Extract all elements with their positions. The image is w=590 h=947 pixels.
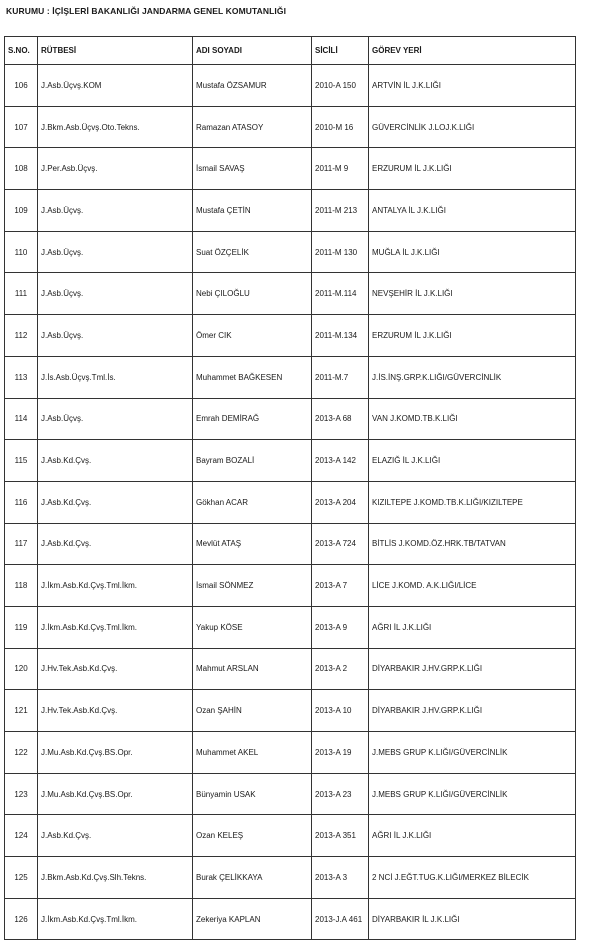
cell-name: Mustafa ÇETİN (193, 190, 312, 232)
cell-name: Bünyamin USAK (193, 773, 312, 815)
cell-sno: 114 (5, 398, 38, 440)
cell-name: Ramazan ATASOY (193, 106, 312, 148)
table-row (5, 315, 576, 357)
header-name: ADI SOYADI (193, 37, 312, 65)
cell-rank: J.İkm.Asb.Kd.Çvş.Tml.İkm. (38, 565, 193, 607)
header-registry: SİCİLİ (312, 37, 369, 65)
table-row (5, 815, 576, 857)
cell-rank: J.Asb.Üçvş. (38, 190, 193, 232)
cell-registry: 2013-A 10 (312, 690, 369, 732)
cell-registry: 2013-A 351 (312, 815, 369, 857)
cell-registry: 2013-A 9 (312, 606, 369, 648)
cell-registry: 2011-M 9 (312, 148, 369, 190)
cell-sno: 113 (5, 356, 38, 398)
cell-registry: 2013-A 724 (312, 523, 369, 565)
cell-sno: 108 (5, 148, 38, 190)
cell-sno: 124 (5, 815, 38, 857)
cell-registry: 2010-A 150 (312, 65, 369, 107)
cell-duty-station: J.MEBS GRUP K.LIĞI/GÜVERCİNLİK (369, 773, 576, 815)
cell-duty-station: AĞRI İL J.K.LIĞI (369, 606, 576, 648)
cell-sno: 123 (5, 773, 38, 815)
table-row (5, 65, 576, 107)
cell-sno: 117 (5, 523, 38, 565)
table-row (5, 356, 576, 398)
cell-registry: 2010-M 16 (312, 106, 369, 148)
cell-rank: J.Bkm.Asb.Kd.Çvş.Slh.Tekns. (38, 857, 193, 899)
cell-duty-station: BİTLİS J.KOMD.ÖZ.HRK.TB/TATVAN (369, 523, 576, 565)
cell-sno: 109 (5, 190, 38, 232)
table-row (5, 648, 576, 690)
cell-rank: J.Asb.Kd.Çvş. (38, 523, 193, 565)
cell-duty-station: AĞRI İL J.K.LIĞI (369, 815, 576, 857)
cell-duty-station: DİYARBAKIR J.HV.GRP.K.LIĞI (369, 648, 576, 690)
cell-name: Mevlüt ATAŞ (193, 523, 312, 565)
cell-rank: J.Asb.Kd.Çvş. (38, 815, 193, 857)
cell-rank: J.Mu.Asb.Kd.Çvş.BS.Opr. (38, 773, 193, 815)
cell-rank: J.Asb.Üçvş.KOM (38, 65, 193, 107)
cell-sno: 111 (5, 273, 38, 315)
table-row (5, 898, 576, 940)
cell-duty-station: NEVŞEHİR İL J.K.LIĞI (369, 273, 576, 315)
table-row (5, 857, 576, 899)
table-row (5, 523, 576, 565)
cell-name: Nebi ÇILOĞLU (193, 273, 312, 315)
cell-rank: J.İkm.Asb.Kd.Çvş.Tml.İkm. (38, 606, 193, 648)
cell-rank: J.Per.Asb.Üçvş. (38, 148, 193, 190)
cell-registry: 2013-A 204 (312, 481, 369, 523)
cell-registry: 2013-A 142 (312, 440, 369, 482)
cell-registry: 2013-A 68 (312, 398, 369, 440)
cell-name: Mustafa ÖZSAMUR (193, 65, 312, 107)
cell-name: Ömer CIK (193, 315, 312, 357)
cell-sno: 126 (5, 898, 38, 940)
cell-name: Suat ÖZÇELİK (193, 231, 312, 273)
table-row (5, 440, 576, 482)
cell-duty-station: J.İS.İNŞ.GRP.K.LIĞI/GÜVERCİNLİK (369, 356, 576, 398)
cell-duty-station: DİYARBAKIR J.HV.GRP.K.LIĞI (369, 690, 576, 732)
cell-name: Yakup KÖSE (193, 606, 312, 648)
table-row (5, 481, 576, 523)
cell-rank: J.İs.Asb.Üçvş.Tml.İs. (38, 356, 193, 398)
table-row (5, 565, 576, 607)
personnel-table (4, 36, 576, 940)
cell-registry: 2011-M 213 (312, 190, 369, 232)
cell-duty-station: J.MEBS GRUP K.LIĞI/GÜVERCİNLİK (369, 732, 576, 774)
cell-name: Mahmut ARSLAN (193, 648, 312, 690)
cell-sno: 107 (5, 106, 38, 148)
cell-name: Emrah DEMİRAĞ (193, 398, 312, 440)
cell-duty-station: 2 NCİ J.EĞT.TUG.K.LIĞI/MERKEZ BİLECİK (369, 857, 576, 899)
cell-rank: J.Asb.Üçvş. (38, 315, 193, 357)
cell-rank: J.Hv.Tek.Asb.Kd.Çvş. (38, 648, 193, 690)
cell-sno: 106 (5, 65, 38, 107)
document-header: KURUMU : İÇİŞLERİ BAKANLIĞI JANDARMA GENEL KOMUTANLIĞI (6, 6, 287, 16)
table-header-row (5, 37, 576, 65)
table-row (5, 273, 576, 315)
cell-sno: 121 (5, 690, 38, 732)
cell-sno: 119 (5, 606, 38, 648)
table-row (5, 231, 576, 273)
cell-name: Ozan KELEŞ (193, 815, 312, 857)
cell-registry: 2013-A 3 (312, 857, 369, 899)
cell-duty-station: ANTALYA İL J.K.LIĞI (369, 190, 576, 232)
cell-registry: 2013-A 7 (312, 565, 369, 607)
table-row (5, 690, 576, 732)
cell-rank: J.Hv.Tek.Asb.Kd.Çvş. (38, 690, 193, 732)
cell-rank: J.Asb.Üçvş. (38, 398, 193, 440)
cell-duty-station: MUĞLA İL J.K.LIĞI (369, 231, 576, 273)
cell-name: İsmail SAVAŞ (193, 148, 312, 190)
cell-registry: 2013-A 19 (312, 732, 369, 774)
table-body (5, 65, 576, 940)
cell-registry: 2011-M.7 (312, 356, 369, 398)
cell-registry: 2011-M 130 (312, 231, 369, 273)
table-row (5, 398, 576, 440)
table-row (5, 773, 576, 815)
cell-sno: 120 (5, 648, 38, 690)
cell-registry: 2013-J.A 461 (312, 898, 369, 940)
cell-duty-station: VAN J.KOMD.TB.K.LIĞI (369, 398, 576, 440)
cell-rank: J.Asb.Kd.Çvş. (38, 440, 193, 482)
cell-registry: 2013-A 2 (312, 648, 369, 690)
cell-duty-station: KIZILTEPE J.KOMD.TB.K.LIĞI/KIZILTEPE (369, 481, 576, 523)
cell-name: Muhammet AKEL (193, 732, 312, 774)
cell-rank: J.Asb.Üçvş. (38, 231, 193, 273)
cell-duty-station: ERZURUM İL J.K.LIĞI (369, 148, 576, 190)
cell-duty-station: ARTVİN İL J.K.LIĞI (369, 65, 576, 107)
table-row (5, 148, 576, 190)
cell-duty-station: LİCE J.KOMD. A.K.LIĞI/LİCE (369, 565, 576, 607)
cell-registry: 2011-M.134 (312, 315, 369, 357)
cell-name: Ozan ŞAHİN (193, 690, 312, 732)
cell-name: Gökhan ACAR (193, 481, 312, 523)
cell-duty-station: ELAZIĞ İL J.K.LIĞI (369, 440, 576, 482)
cell-sno: 110 (5, 231, 38, 273)
cell-duty-station: GÜVERCİNLİK J.LOJ.K.LIĞI (369, 106, 576, 148)
cell-rank: J.İkm.Asb.Kd.Çvş.Tml.İkm. (38, 898, 193, 940)
header-sno: S.NO. (5, 37, 38, 65)
cell-name: Burak ÇELİKKAYA (193, 857, 312, 899)
cell-sno: 115 (5, 440, 38, 482)
cell-registry: 2013-A 23 (312, 773, 369, 815)
cell-registry: 2011-M.114 (312, 273, 369, 315)
table-row (5, 106, 576, 148)
cell-name: Zekeriya KAPLAN (193, 898, 312, 940)
table-row (5, 190, 576, 232)
cell-name: İsmail SÖNMEZ (193, 565, 312, 607)
cell-name: Bayram BOZALİ (193, 440, 312, 482)
cell-rank: J.Bkm.Asb.Üçvş.Oto.Tekns. (38, 106, 193, 148)
cell-rank: J.Asb.Üçvş. (38, 273, 193, 315)
cell-sno: 122 (5, 732, 38, 774)
cell-sno: 118 (5, 565, 38, 607)
cell-sno: 112 (5, 315, 38, 357)
table-row (5, 606, 576, 648)
cell-duty-station: ERZURUM İL J.K.LIĞI (369, 315, 576, 357)
cell-duty-station: DİYARBAKIR İL J.K.LIĞI (369, 898, 576, 940)
cell-name: Muhammet BAĞKESEN (193, 356, 312, 398)
cell-sno: 116 (5, 481, 38, 523)
table-row (5, 732, 576, 774)
cell-rank: J.Mu.Asb.Kd.Çvş.BS.Opr. (38, 732, 193, 774)
cell-rank: J.Asb.Kd.Çvş. (38, 481, 193, 523)
header-duty-station: GÖREV YERİ (369, 37, 576, 65)
header-rank: RÜTBESİ (38, 37, 193, 65)
cell-sno: 125 (5, 857, 38, 899)
